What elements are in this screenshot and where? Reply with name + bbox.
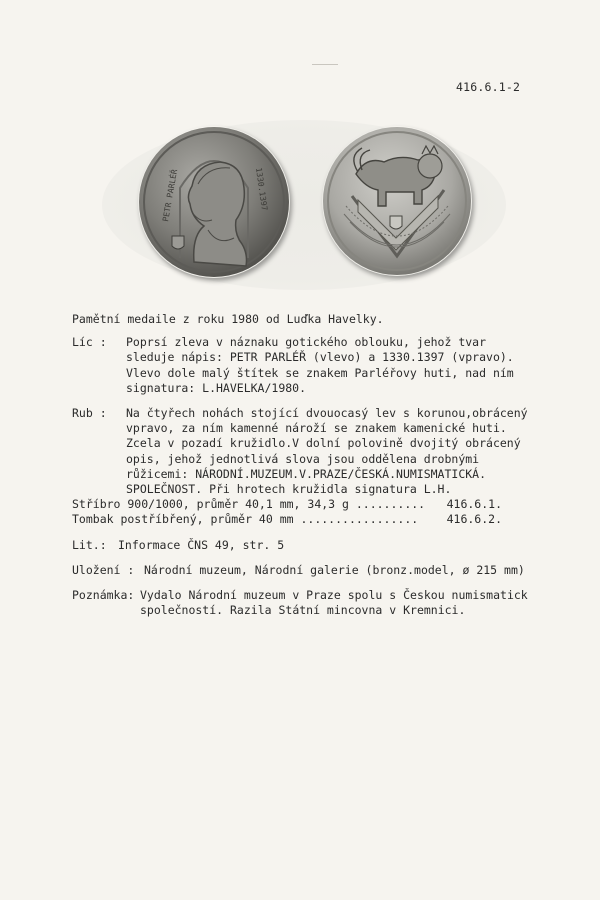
- spec-code: 416.6.1.: [446, 497, 502, 512]
- rub-description: [126, 406, 528, 497]
- rub-line: vpravo, za ním kamenné nároží se znakem kamenické huti.: [126, 421, 507, 436]
- rub-line: Zcela v pozadí kružidlo.V dolní polovině dvojitý obrácený: [126, 436, 521, 451]
- spec-code: 416.6.2.: [446, 512, 502, 527]
- rub-line: opis, jehož jednotlivá slova jsou oddělena drobnými: [126, 451, 480, 466]
- lit-label: Lit.:: [72, 537, 107, 552]
- catalog-reference: 416.6.1-2: [456, 80, 521, 94]
- spec-text: Stříbro 900/1000, průměr 40,1 mm, 34,3 g ..........: [72, 497, 426, 512]
- poznamka-text: [140, 588, 528, 618]
- ulozeni-label: Uložení :: [72, 562, 135, 577]
- poznamka-label: Poznámka:: [72, 588, 135, 603]
- medal-title: Pamětní medaile z roku 1980 od Luďka Havelky.: [72, 312, 384, 326]
- lic-line: Vlevo dole malý štítek se znakem Parléřovy huti, nad ním: [126, 365, 514, 380]
- rub-label: Rub :: [72, 406, 107, 421]
- faint-mark: [312, 64, 338, 65]
- lic-line: signatura: L.HAVELKA/1980.: [126, 380, 307, 395]
- spec-row: [72, 512, 502, 527]
- lic-section: [72, 335, 542, 396]
- poznamka-line: společností. Razila Státní mincovna v Kremnici.: [140, 603, 466, 618]
- lit-text: Informace ČNS 49, str. 5: [118, 537, 285, 552]
- lit-section: [72, 538, 542, 553]
- rub-line: Na čtyřech nohách stojící dvouocasý lev s korunou,obrácený: [126, 406, 528, 421]
- rub-line: SPOLEČNOST. Při hrotech kružidla signatura L.H.: [126, 482, 452, 497]
- medal-obverse-portrait-icon: [138, 126, 290, 278]
- ulozeni-text: Národní muzeum, Národní galerie (bronz.model, ø 215 mm): [144, 562, 525, 577]
- lic-description: [126, 335, 514, 396]
- poznamka-section: [72, 588, 542, 618]
- poznamka-line: Vydalo Národní muzeum v Praze spolu s Českou numismatick: [140, 588, 528, 603]
- ulozeni-section: [72, 563, 542, 578]
- lic-line: sleduje nápis: PETR PARLÉŘ (vlevo) a 1330.1397 (vpravo).: [126, 350, 514, 365]
- svg-text:1330.1397: 1330.1397: [254, 167, 269, 212]
- rub-section: [72, 406, 542, 497]
- spec-row: [72, 497, 502, 512]
- catalog-text: [72, 312, 542, 618]
- lic-line: Poprsí zleva v náznaku gotického oblouku, jehož tvar: [126, 335, 487, 350]
- rub-line: růžicemi: NÁRODNÍ.MUZEUM.V.PRAZE/ČESKÁ.NUMISMATICKÁ.: [126, 466, 487, 481]
- lic-label: Líc :: [72, 335, 107, 350]
- medal-reverse-lion-icon: [322, 126, 472, 276]
- svg-text:PETR PARLÉŘ: PETR PARLÉŘ: [161, 168, 180, 223]
- spec-text: Tombak postříbřený, průměr 40 mm .................: [72, 512, 419, 527]
